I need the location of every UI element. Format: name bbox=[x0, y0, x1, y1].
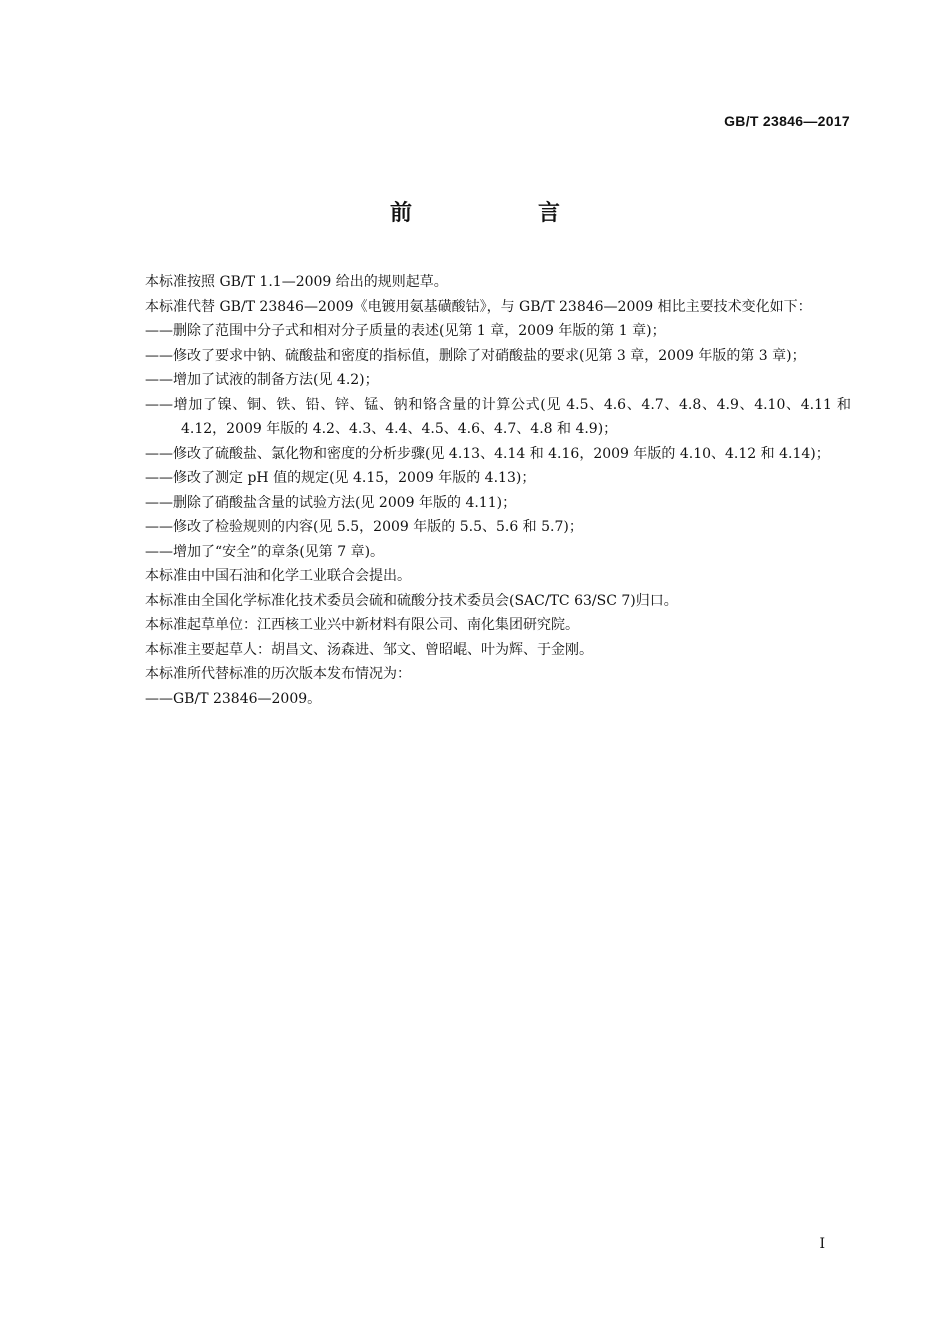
change-item: ——修改了检验规则的内容(见 5.5，2009 年版的 5.5、5.6 和 5.7)； bbox=[145, 519, 583, 535]
change-item: ——删除了硝酸盐含量的试验方法(见 2009 年版的 4.11)； bbox=[145, 494, 517, 511]
paragraph: 本标准代替 GB/T 23846—2009《电镀用氨基磺酸钴》，与 GB/T 23846—2009 相比主要技术变化如下： bbox=[145, 298, 812, 315]
paragraph: 本标准由中国石油和化学工业联合会提出。 bbox=[145, 568, 411, 584]
change-item: ——删除了范围中分子式和相对分子质量的表述(见第 1 章，2009 年版的第 1 章)； bbox=[145, 323, 666, 339]
change-item: ——修改了要求中钠、硫酸盐和密度的指标值，删除了对硝酸盐的要求(见第 3 章，2009 年版的第 3 章)； bbox=[145, 347, 806, 364]
change-item: ——增加了“安全”的章条(见第 7 章)。 bbox=[145, 543, 385, 560]
change-item: ——修改了硫酸盐、氯化物和密度的分析步骤(见 4.13、4.14 和 4.16，2009 年版的 4.10、4.12 和 4.14)； bbox=[145, 445, 830, 462]
change-item: ——增加了镍、铜、铁、铅、锌、锰、钠和铬含量的计算公式(见 4.5、4.6、4.7、4.8、4.9、4.10、4.11 和 4.12，2009 年版的 4.2、4.3、4.4、4.5、4.6、4.7、4.8 和 4.9)； bbox=[145, 396, 851, 437]
paragraph: 本标准所代替标准的历次版本发布情况为： bbox=[145, 666, 411, 682]
standard-number: GB/T 23846—2017 bbox=[724, 113, 850, 129]
change-item: ——增加了试液的制备方法(见 4.2)； bbox=[145, 372, 379, 388]
paragraph: 本标准主要起草人：胡昌文、汤森进、邹文、曾昭崐、叶为辉、于金刚。 bbox=[145, 641, 593, 658]
page-number: I bbox=[819, 1236, 825, 1252]
paragraph: 本标准起草单位：江西核工业兴中新材料有限公司、南化集团研究院。 bbox=[145, 617, 579, 633]
previous-version-item: ——GB/T 23846—2009。 bbox=[145, 690, 322, 707]
page-title: 前 言 bbox=[389, 201, 612, 226]
change-item: ——修改了测定 pH 值的规定(见 4.15，2009 年版的 4.13)； bbox=[145, 470, 536, 486]
document-body bbox=[117, 270, 851, 711]
paragraph: 本标准按照 GB/T 1.1—2009 给出的规则起草。 bbox=[145, 274, 448, 290]
paragraph: 本标准由全国化学标准化技术委员会硫和硫酸分技术委员会(SAC/TC 63/SC 7)归口。 bbox=[145, 592, 678, 609]
